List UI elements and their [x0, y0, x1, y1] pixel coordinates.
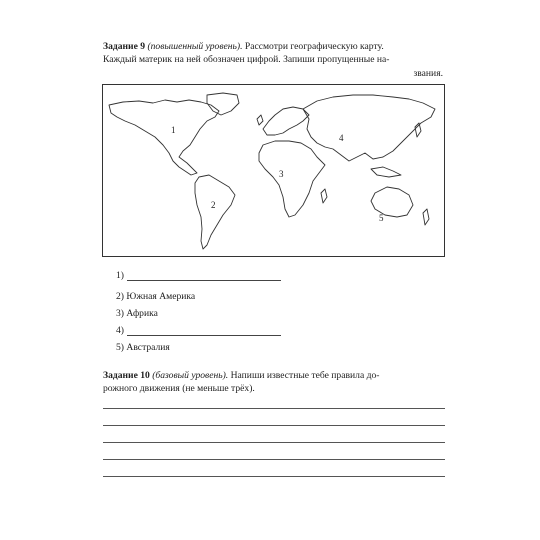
continent-australia — [371, 187, 413, 217]
map-label-4: 4 — [339, 133, 344, 143]
answer-item-1 — [116, 270, 281, 281]
world-map — [102, 84, 445, 257]
task-10-text — [103, 369, 443, 396]
island-greenland — [207, 93, 239, 115]
answer-item-5 — [116, 342, 170, 353]
writing-line[interactable] — [103, 459, 445, 460]
continent-africa — [259, 141, 325, 217]
continent-europe — [263, 107, 309, 135]
answer-number: 2) — [116, 291, 124, 302]
task-9-level: (повышенный уровень). — [147, 41, 243, 52]
island-new-zealand — [423, 209, 429, 225]
answer-blank-line-4[interactable] — [127, 326, 281, 336]
task-10-heading: Задание 10 — [103, 370, 150, 381]
answer-item-2 — [116, 291, 195, 302]
answer-item-3 — [116, 308, 158, 319]
task-9-heading: Задание 9 — [103, 41, 146, 52]
task-9-instruction: Рассмотри географическую карту. — [244, 41, 384, 52]
continent-north-america — [109, 100, 219, 175]
answer-number: 3) — [116, 308, 124, 319]
answer-number: 5) — [116, 342, 124, 353]
map-label-5: 5 — [379, 213, 384, 223]
task-9-instruction-line3: звания. — [413, 67, 443, 79]
answer-text: Южная Америка — [126, 291, 196, 302]
map-label-3: 3 — [279, 169, 284, 179]
island-britain — [257, 115, 263, 125]
writing-line[interactable] — [103, 425, 445, 426]
answer-item-4 — [116, 325, 281, 336]
map-label-2: 2 — [211, 200, 216, 210]
island-madagascar — [321, 189, 327, 203]
continent-south-america — [195, 175, 235, 249]
island-japan — [415, 123, 421, 137]
answer-blank-line-1[interactable] — [127, 271, 281, 281]
island-indonesia — [371, 167, 401, 177]
task-9-instruction-line2: Каждый материк на ней обозначен цифрой. Запиши пропущенные на- — [103, 54, 390, 66]
writing-line[interactable] — [103, 442, 445, 443]
answer-text: Африка — [126, 308, 158, 319]
world-map-outline — [103, 85, 444, 256]
writing-line[interactable] — [103, 408, 445, 409]
writing-line[interactable] — [103, 476, 445, 477]
task-10-instruction-line2: рожного движения (не меньше трёх). — [103, 383, 255, 395]
answer-text: Австралия — [126, 342, 170, 353]
answer-number: 1) — [116, 270, 124, 281]
task-10-instruction: Напиши известные тебе правила до- — [230, 370, 380, 381]
map-label-1: 1 — [171, 125, 176, 135]
task-10-level: (базовый уровень). — [152, 370, 229, 381]
task-9-text — [103, 40, 443, 80]
answer-number: 4) — [116, 325, 124, 336]
